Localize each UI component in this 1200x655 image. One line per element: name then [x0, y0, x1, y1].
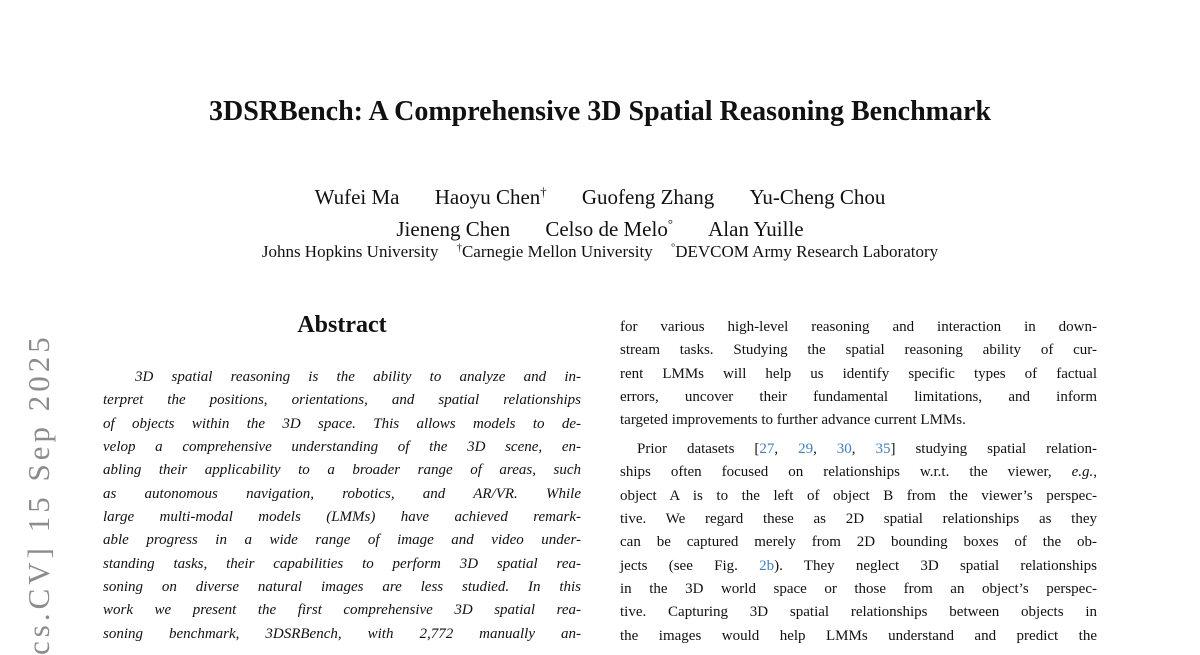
- affiliation: [262, 242, 439, 261]
- right-column-paragraph-2: [620, 438, 1097, 648]
- abstract-paragraph: [103, 366, 581, 646]
- abstract-line: work we present the first comprehensive 3D spatial rea-: [103, 602, 581, 619]
- arxiv-stamp: cs.CV] 15 Sep 2025: [21, 333, 56, 655]
- citation-link[interactable]: 29: [798, 441, 814, 457]
- affiliation: [671, 242, 938, 261]
- author-name-text: Jieneng Chen: [396, 217, 511, 241]
- body-line: stream tasks. Studying the spatial reasoning ability of cur-: [620, 342, 1097, 359]
- citation-link[interactable]: 30: [836, 441, 852, 457]
- body-line: for various high-level reasoning and interaction in down-: [620, 319, 1097, 335]
- body-line: tive. We regard these as 2D spatial relationships as they: [620, 510, 1097, 527]
- abstract-line: abling their applicability to a broader range of areas, such: [103, 462, 581, 479]
- body-text: ,: [1093, 464, 1097, 481]
- body-line: in the 3D world space or those from an object’s perspec-: [620, 580, 1097, 597]
- affiliation-line: [0, 237, 1200, 263]
- abstract-line: standing tasks, their capabilities to perform 3D spatial rea-: [103, 555, 581, 572]
- author-name-text: Haoyu Chen: [434, 185, 541, 209]
- author-row-1: [0, 179, 1200, 211]
- author-name-text: Wufei Ma: [314, 185, 400, 209]
- citation-link[interactable]: 27: [759, 441, 775, 457]
- body-line: [620, 555, 1097, 578]
- body-line: object A is to the left of object B from the viewer’s perspec-: [620, 487, 1097, 504]
- author-sup: °: [667, 217, 673, 231]
- author-name-text: Celso de Melo: [545, 217, 668, 241]
- author-sup: †: [540, 185, 547, 199]
- body-line: errors, uncover their fundamental limitations, and inform: [620, 388, 1097, 405]
- author-name-text: Alan Yuille: [708, 217, 804, 241]
- body-text-italic: e.g.: [1071, 464, 1094, 481]
- affiliation-text: Johns Hopkins University: [261, 241, 439, 261]
- body-line: can be captured merely from 2D bounding boxes of the ob-: [620, 534, 1097, 551]
- body-line: targeted improvements to further advance current LMMs.: [620, 412, 966, 429]
- body-line: the images would help LMMs understand and predict the: [620, 627, 1097, 644]
- author-name: [582, 185, 714, 209]
- body-line: tive. Capturing 3D spatial relationships between objects in: [620, 604, 1097, 621]
- body-text: ,: [813, 441, 837, 457]
- body-line: [620, 461, 1097, 484]
- abstract-line: soning benchmark, 3DSRBench, with 2,772 manually an-: [103, 625, 581, 642]
- abstract-line: velop a comprehensive understanding of the 3D scene, en-: [103, 438, 581, 455]
- affiliation-sup: †: [456, 242, 462, 253]
- abstract-line: soning on diverse natural images are less studied. In this: [103, 578, 581, 595]
- abstract-line: as autonomous navigation, robotics, and AR/VR. While: [103, 485, 581, 502]
- body-line: [620, 438, 1097, 461]
- author-name: [435, 185, 547, 209]
- body-text: Prior datasets [: [637, 441, 760, 457]
- author-name: [749, 185, 885, 209]
- paper-title: 3DSRBench: A Comprehensive 3D Spatial Reasoning Benchmark: [208, 96, 991, 127]
- affiliation-sup: °: [670, 242, 676, 253]
- abstract-line: 3D spatial reasoning is the ability to analyze and in-: [135, 369, 581, 385]
- affiliation: [457, 242, 653, 261]
- author-block: [0, 179, 1200, 243]
- author-name-text: Yu-Cheng Chou: [749, 185, 886, 209]
- body-text: ships often focused on relationships w.r.t. the viewer,: [620, 464, 1072, 481]
- author-name-text: Guofeng Zhang: [581, 185, 715, 209]
- body-text: ,: [774, 441, 799, 457]
- right-column-paragraph-1: [620, 316, 1097, 433]
- affiliation-text: DEVCOM Army Research Laboratory: [675, 241, 939, 261]
- abstract-line: able progress in a wide range of image and video under-: [103, 532, 581, 549]
- abstract-line: terpret the positions, orientations, and spatial relationships: [103, 392, 581, 409]
- abstract-heading: Abstract: [297, 312, 387, 338]
- citation-link[interactable]: 35: [875, 441, 891, 457]
- body-text: jects (see Fig.: [620, 557, 760, 574]
- body-text: ] studying spatial relation-: [890, 441, 1097, 457]
- affiliation-text: Carnegie Mellon University: [461, 241, 653, 261]
- author-name: [315, 185, 400, 209]
- abstract-line: large multi-modal models (LMMs) have achieved remark-: [103, 508, 581, 525]
- body-line: rent LMMs will help us identify specific types of factual: [620, 365, 1097, 382]
- figure-link[interactable]: 2b: [759, 557, 775, 574]
- body-text: ). They neglect 3D spatial relationships: [774, 557, 1097, 574]
- body-text: ,: [851, 441, 876, 457]
- abstract-line: of objects within the 3D space. This allows models to de-: [103, 415, 581, 432]
